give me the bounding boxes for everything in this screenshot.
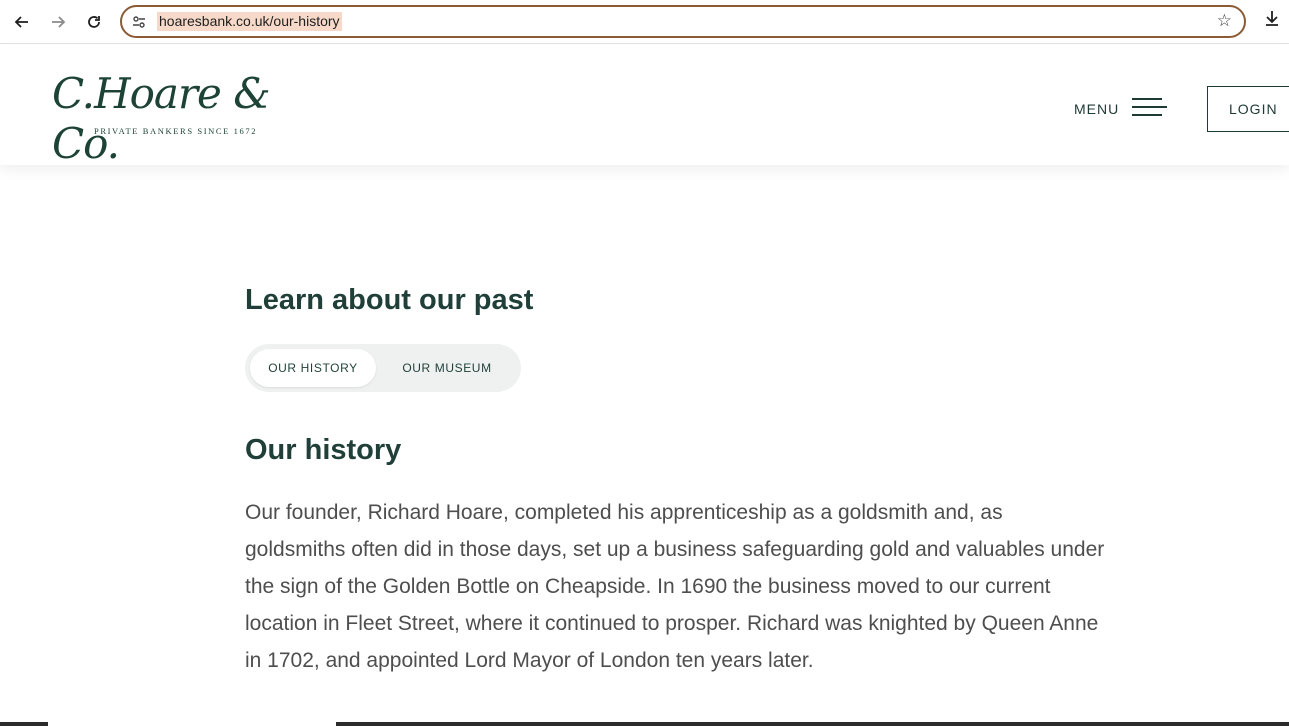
history-heading: Our history <box>245 434 402 466</box>
hamburger-menu-icon[interactable] <box>1132 97 1168 119</box>
browser-toolbar <box>0 0 1289 44</box>
section-title: Learn about our past <box>245 284 534 316</box>
logo-tagline: PRIVATE BANKERS SINCE 1672 <box>94 126 258 136</box>
history-tabs <box>245 344 521 392</box>
download-icon <box>1263 9 1281 27</box>
arrow-left-icon <box>14 14 30 30</box>
site-info-button[interactable] <box>129 12 149 32</box>
back-button[interactable] <box>8 8 36 36</box>
download-button[interactable] <box>1261 9 1283 33</box>
tune-icon <box>132 15 146 29</box>
logo[interactable] <box>52 69 292 168</box>
star-icon[interactable]: ☆ <box>1216 11 1232 31</box>
arrow-right-icon <box>50 14 66 30</box>
address-bar[interactable] <box>120 5 1246 38</box>
logo-wordmark: C.Hoare & Co. <box>52 69 270 168</box>
url-text[interactable]: hoaresbank.co.uk/our-history <box>159 13 340 29</box>
history-paragraph: Our founder, Richard Hoare, completed his apprenticeship as a goldsmith and, as goldsmiths often did in those days, set up a business safeguarding gold and valuables under the sign of the Golden Bottle on Cheapside. In 1690 the business moved to our current location in Fleet Street, where it continued to prosper. Richard was knighted by Queen Anne in 1702, and appointed Lord Mayor of London ten years later. <box>245 501 1105 672</box>
bottom-strip <box>0 722 1289 726</box>
site-header <box>0 45 1289 168</box>
tab-our-museum[interactable]: OUR MUSEUM <box>402 361 492 375</box>
tab-our-history[interactable]: OUR HISTORY <box>250 349 376 387</box>
reload-icon <box>86 14 102 30</box>
forward-button[interactable] <box>44 8 72 36</box>
login-button[interactable]: LOGIN <box>1207 86 1289 132</box>
reload-button[interactable] <box>80 8 108 36</box>
menu-label[interactable]: MENU <box>1074 101 1120 117</box>
